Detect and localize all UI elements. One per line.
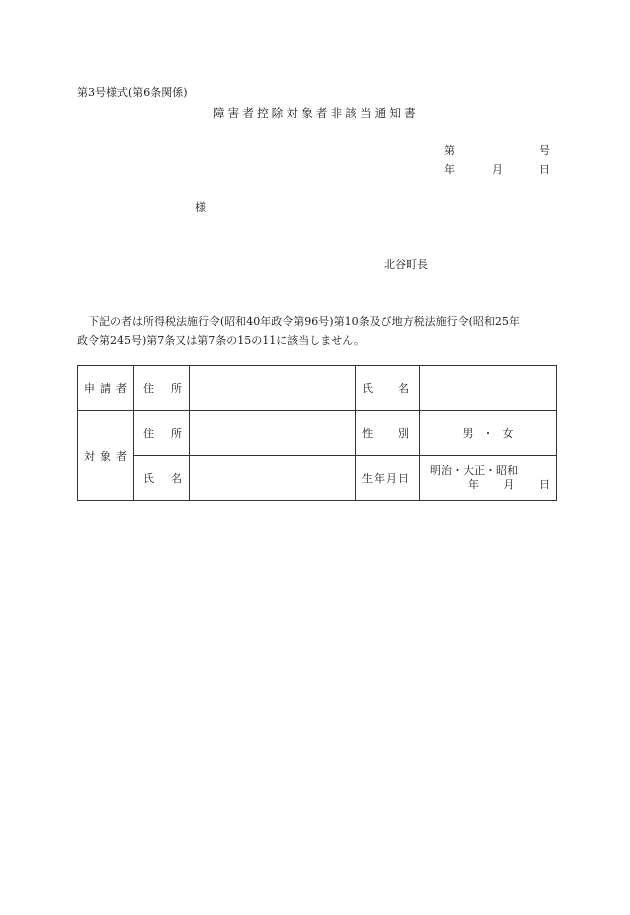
document-title: 障害者控除対象者非該当通知書 xyxy=(213,106,419,120)
subject-label: 対 象 者 xyxy=(78,411,134,501)
addressee-suffix: 様 xyxy=(195,201,206,214)
birth-day-unit: 日 xyxy=(539,478,550,491)
gender-male[interactable]: 男 xyxy=(462,427,474,440)
date-month: 月 xyxy=(492,163,503,176)
era-options[interactable]: 明治・大正・昭和 xyxy=(430,464,518,477)
birth-month-unit: 月 xyxy=(503,478,515,491)
applicant-address-field[interactable] xyxy=(190,366,356,411)
doc-number-suffix: 号 xyxy=(539,144,550,157)
birth-year-unit: 年 xyxy=(468,478,479,491)
applicant-label: 申 請 者 xyxy=(78,366,134,411)
subject-birthdate-label: 生 年 月 日 xyxy=(356,456,420,501)
applicant-name-label: 氏 名 xyxy=(356,366,420,411)
applicant-address-label: 住 所 xyxy=(134,366,190,411)
subject-address-field[interactable] xyxy=(190,411,356,456)
doc-number-prefix: 第 xyxy=(444,144,455,157)
gender-female[interactable]: 女 xyxy=(502,427,514,440)
applicant-row xyxy=(78,366,557,411)
subject-row-2 xyxy=(78,456,557,501)
subject-address-label: 住 所 xyxy=(134,411,190,456)
body-text xyxy=(77,312,559,350)
subject-row-1 xyxy=(78,411,557,456)
applicant-name-field[interactable] xyxy=(420,366,557,411)
birthdate-field[interactable] xyxy=(420,456,557,501)
info-table xyxy=(77,365,557,501)
form-number: 第3号様式(第6条関係) xyxy=(77,86,188,99)
date-year: 年 xyxy=(444,163,455,176)
subject-name-label: 氏 名 xyxy=(134,456,190,501)
body-line-2: 政令第245号)第7条又は第7条の15の11に該当しません。 xyxy=(77,334,365,347)
issuer: 北谷町長 xyxy=(384,258,428,271)
gender-options[interactable]: 男 ・ 女 xyxy=(420,411,557,456)
subject-name-field[interactable] xyxy=(190,456,356,501)
subject-gender-label: 性 別 xyxy=(356,411,420,456)
body-line-1: 下記の者は所得税法施行令(昭和40年政令第96号)第10条及び地方税法施行令(昭和25年 xyxy=(88,315,520,328)
date-day: 日 xyxy=(539,163,550,176)
